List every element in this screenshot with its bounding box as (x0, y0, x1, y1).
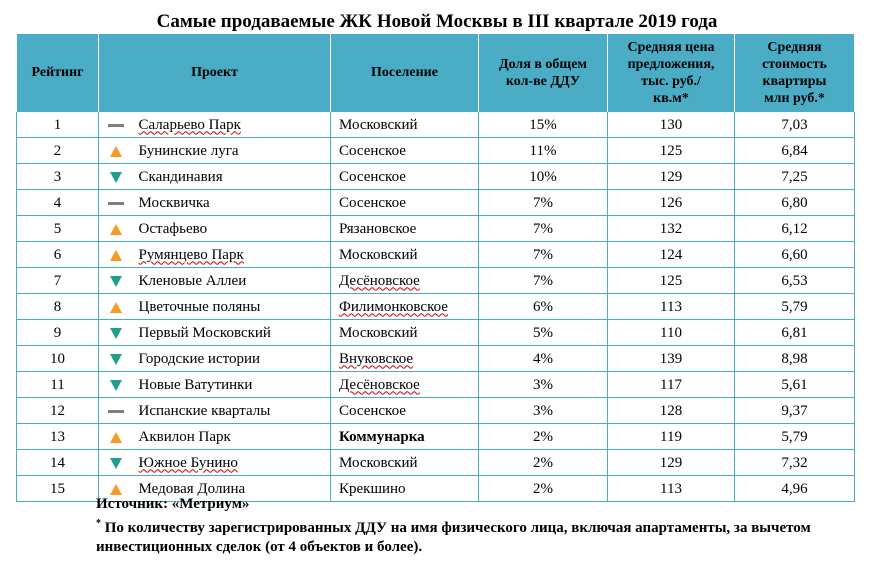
cost-cell (735, 242, 855, 268)
trend-up-icon (110, 432, 122, 443)
project-cell-text: Новые Ватутинки (138, 376, 253, 393)
settlement-cell-text: Сосенское (339, 168, 406, 185)
settlement-cell (331, 476, 479, 502)
trend-flat-icon (108, 124, 124, 127)
share-cell-text: 2% (533, 480, 553, 497)
header-share-line: Доля в общем (498, 56, 587, 72)
cost-cell (735, 476, 855, 502)
project-cell (133, 216, 331, 242)
price-cell-text: 124 (659, 246, 683, 263)
cost-cell-text: 6,81 (781, 324, 808, 341)
price-cell (608, 372, 735, 398)
cost-cell-text: 7,32 (781, 454, 808, 471)
share-cell (479, 190, 608, 216)
table-title: Самые продаваемые ЖК Новой Москвы в III квартале 2019 года (156, 11, 718, 32)
footnote-mark: * (96, 518, 101, 529)
share-cell (479, 112, 608, 138)
cost-cell (735, 112, 855, 138)
header-share-line: кол-ве ДДУ (505, 73, 581, 89)
table-row (17, 450, 855, 476)
header-settlement: Поселение (331, 34, 479, 112)
rank-cell (17, 138, 99, 164)
footnote (96, 514, 836, 557)
cost-cell-text: 6,53 (781, 272, 808, 289)
trend-down-icon (110, 354, 122, 365)
share-cell-text: 11% (529, 142, 557, 159)
table-row (17, 138, 855, 164)
trend-cell (99, 138, 133, 164)
price-cell (608, 216, 735, 242)
rank-cell-text: 2 (53, 142, 62, 159)
settlement-cell-text: Московский (339, 246, 418, 263)
cost-cell (735, 164, 855, 190)
table-row (17, 346, 855, 372)
trend-up-icon (110, 146, 122, 157)
price-cell-text: 117 (660, 376, 682, 393)
settlement-cell-text: Крекшино (339, 480, 406, 497)
share-cell-text: 7% (533, 272, 553, 289)
settlement-cell-text: Рязановское (339, 220, 417, 237)
settlement-cell (331, 346, 479, 372)
share-cell (479, 294, 608, 320)
settlement-cell-text: Внуковское (339, 350, 414, 367)
settlement-cell-text: Московский (339, 116, 418, 133)
project-cell-text: Кленовые Аллеи (138, 272, 247, 289)
cost-cell (735, 450, 855, 476)
settlement-cell (331, 216, 479, 242)
share-cell (479, 268, 608, 294)
share-cell (479, 424, 608, 450)
project-cell-text: Бунинские луга (138, 142, 239, 159)
cost-cell (735, 398, 855, 424)
rank-cell (17, 294, 99, 320)
table-row (17, 372, 855, 398)
header-cost-line: квартиры (762, 73, 827, 89)
share-cell-text: 4% (533, 350, 553, 367)
settlement-cell-text: Десёновское (339, 272, 420, 289)
settlement-cell (331, 450, 479, 476)
table-body (17, 112, 855, 502)
settlement-cell-text: Сосенское (339, 194, 406, 211)
project-cell-text: Южное Бунино (138, 454, 238, 471)
share-cell (479, 164, 608, 190)
trend-cell (99, 398, 133, 424)
cost-cell (735, 320, 855, 346)
header-share (479, 34, 608, 112)
cost-cell (735, 346, 855, 372)
rank-cell-text: 12 (50, 402, 65, 419)
project-cell-text: Городские истории (138, 350, 261, 367)
project-cell (133, 242, 331, 268)
header-price-line: предложения, (627, 56, 715, 72)
header-cost-line: Средняя (767, 39, 822, 55)
cost-cell-text: 7,25 (781, 168, 808, 185)
trend-cell (99, 346, 133, 372)
trend-cell (99, 294, 133, 320)
rank-cell-text: 15 (50, 480, 65, 497)
header-cost-line: млн руб.* (764, 90, 825, 106)
cost-cell-text: 6,84 (781, 142, 808, 159)
share-cell-text: 2% (533, 428, 553, 445)
settlement-cell-text: Коммунарка (339, 428, 425, 445)
rank-cell-text: 6 (53, 246, 62, 263)
cost-cell-text: 7,03 (781, 116, 808, 133)
project-cell (133, 320, 331, 346)
share-cell-text: 3% (533, 376, 553, 393)
trend-up-icon (110, 302, 122, 313)
table-row (17, 242, 855, 268)
header-price-line: Средняя цена (627, 39, 715, 55)
price-cell-text: 129 (659, 454, 683, 471)
rank-cell-text: 13 (50, 428, 65, 445)
table-row (17, 190, 855, 216)
share-cell-text: 7% (533, 220, 553, 237)
trend-up-icon (110, 224, 122, 235)
share-cell (479, 320, 608, 346)
price-cell (608, 476, 735, 502)
price-cell (608, 398, 735, 424)
rank-cell (17, 476, 99, 502)
cost-cell (735, 372, 855, 398)
settlement-cell (331, 112, 479, 138)
trend-up-icon (110, 250, 122, 261)
share-cell-text: 6% (533, 298, 553, 315)
settlement-cell (331, 268, 479, 294)
share-cell (479, 450, 608, 476)
trend-cell (99, 216, 133, 242)
table-row (17, 216, 855, 242)
project-cell-text: Аквилон Парк (138, 428, 231, 445)
price-cell (608, 242, 735, 268)
project-cell-text: Первый Московский (138, 324, 271, 341)
project-cell-text: Медовая Долина (138, 480, 246, 497)
price-cell (608, 138, 735, 164)
header-rank: Рейтинг (17, 34, 99, 112)
trend-cell (99, 190, 133, 216)
price-cell-text: 130 (659, 116, 683, 133)
cost-cell (735, 294, 855, 320)
rank-cell (17, 268, 99, 294)
settlement-cell-text: Московский (339, 324, 418, 341)
project-cell (133, 398, 331, 424)
price-cell (608, 294, 735, 320)
cost-cell (735, 138, 855, 164)
price-cell-text: 128 (659, 402, 683, 419)
share-cell-text: 15% (529, 116, 557, 133)
table-row (17, 398, 855, 424)
cost-cell-text: 9,37 (781, 402, 808, 419)
rank-cell (17, 164, 99, 190)
project-cell-text: Москвичка (138, 194, 210, 211)
trend-cell (99, 112, 133, 138)
rank-cell (17, 320, 99, 346)
trend-cell (99, 372, 133, 398)
price-cell (608, 164, 735, 190)
rank-cell-text: 3 (53, 168, 62, 185)
trend-down-icon (110, 172, 122, 183)
trend-up-icon (110, 484, 122, 495)
cost-cell-text: 5,79 (781, 298, 808, 315)
rank-cell (17, 372, 99, 398)
share-cell-text: 10% (529, 168, 557, 185)
rank-cell-text: 4 (53, 194, 62, 211)
settlement-cell-text: Сосенское (339, 142, 406, 159)
table-row (17, 294, 855, 320)
rank-cell-text: 8 (53, 298, 62, 315)
cost-cell-text: 5,61 (781, 376, 808, 393)
footnote-text: По количеству зарегистрированных ДДУ на имя физического лица, включая апартаменты, за вычетом инвестиционных сделок (от 4 объектов и более). (96, 520, 811, 555)
rank-cell (17, 242, 99, 268)
rank-cell (17, 216, 99, 242)
cost-cell-text: 5,79 (781, 428, 808, 445)
price-cell (608, 190, 735, 216)
share-cell-text: 7% (533, 246, 553, 263)
rank-cell-text: 5 (53, 220, 62, 237)
header-price-line: кв.м* (653, 90, 689, 106)
header-price-line: тыс. руб./ (641, 73, 701, 89)
share-cell (479, 216, 608, 242)
project-cell-text: Остафьево (138, 220, 208, 237)
settlement-cell-text: Филимонковское (339, 298, 448, 315)
cost-cell-text: 6,80 (781, 194, 808, 211)
price-cell-text: 125 (659, 272, 683, 289)
settlement-cell (331, 138, 479, 164)
cost-cell (735, 190, 855, 216)
price-cell-text: 139 (659, 350, 683, 367)
cost-cell-text: 4,96 (781, 480, 808, 497)
settlement-cell-text: Десёновское (339, 376, 420, 393)
header-project: Проект (99, 34, 331, 112)
cost-cell-text: 6,12 (781, 220, 808, 237)
price-cell-text: 129 (659, 168, 683, 185)
header-cost-line: стоимость (762, 56, 827, 72)
trend-down-icon (110, 276, 122, 287)
settlement-cell (331, 320, 479, 346)
price-cell (608, 346, 735, 372)
rank-cell-text: 1 (53, 116, 62, 133)
source-note: Источник: «Метриум» (96, 496, 250, 512)
trend-down-icon (110, 328, 122, 339)
share-cell-text: 3% (533, 402, 553, 419)
cost-cell (735, 424, 855, 450)
project-cell (133, 424, 331, 450)
project-cell-text: Скандинавия (138, 168, 223, 185)
project-cell (133, 190, 331, 216)
table-row (17, 268, 855, 294)
share-cell-text: 5% (533, 324, 553, 341)
share-cell (479, 346, 608, 372)
trend-down-icon (110, 458, 122, 469)
trend-cell (99, 320, 133, 346)
share-cell (479, 476, 608, 502)
rank-cell (17, 346, 99, 372)
rank-cell (17, 424, 99, 450)
table-row (17, 424, 855, 450)
rating-table (16, 34, 855, 502)
trend-down-icon (110, 380, 122, 391)
settlement-cell-text: Сосенское (339, 402, 406, 419)
project-cell (133, 372, 331, 398)
settlement-cell (331, 190, 479, 216)
rank-cell (17, 190, 99, 216)
cost-cell (735, 216, 855, 242)
trend-cell (99, 450, 133, 476)
share-cell (479, 138, 608, 164)
rank-cell (17, 450, 99, 476)
cost-cell-text: 6,60 (781, 246, 808, 263)
project-cell (133, 164, 331, 190)
rank-cell-text: 9 (53, 324, 62, 341)
project-cell (133, 112, 331, 138)
table-row (17, 320, 855, 346)
table-row (17, 112, 855, 138)
price-cell-text: 119 (660, 428, 682, 445)
header-cost (735, 34, 855, 112)
settlement-cell (331, 242, 479, 268)
project-cell (133, 138, 331, 164)
project-cell-text: Испанские кварталы (138, 402, 271, 419)
trend-cell (99, 164, 133, 190)
price-cell (608, 112, 735, 138)
price-cell-text: 125 (659, 142, 683, 159)
cost-cell-text: 8,98 (781, 350, 808, 367)
share-cell-text: 7% (533, 194, 553, 211)
price-cell-text: 113 (660, 480, 682, 497)
share-cell (479, 372, 608, 398)
project-cell (133, 268, 331, 294)
trend-cell (99, 242, 133, 268)
price-cell (608, 424, 735, 450)
project-cell-text: Саларьево Парк (138, 116, 241, 133)
settlement-cell (331, 424, 479, 450)
project-cell (133, 294, 331, 320)
rank-cell-text: 7 (53, 272, 62, 289)
share-cell (479, 398, 608, 424)
rank-cell-text: 11 (50, 376, 65, 393)
price-cell-text: 126 (659, 194, 683, 211)
price-cell (608, 268, 735, 294)
header-row (17, 34, 855, 112)
price-cell (608, 320, 735, 346)
price-cell-text: 113 (660, 298, 682, 315)
share-cell-text: 2% (533, 454, 553, 471)
settlement-cell-text: Московский (339, 454, 418, 471)
header-price (608, 34, 735, 112)
cost-cell (735, 268, 855, 294)
trend-flat-icon (108, 410, 124, 413)
settlement-cell (331, 372, 479, 398)
share-cell (479, 242, 608, 268)
price-cell-text: 110 (660, 324, 682, 341)
project-cell (133, 346, 331, 372)
rank-cell (17, 398, 99, 424)
project-cell-text: Цветочные поляны (138, 298, 261, 315)
trend-cell (99, 424, 133, 450)
price-cell-text: 132 (659, 220, 683, 237)
price-cell (608, 450, 735, 476)
settlement-cell (331, 164, 479, 190)
table-row (17, 164, 855, 190)
settlement-cell (331, 398, 479, 424)
rank-cell-text: 10 (50, 350, 65, 367)
trend-flat-icon (108, 202, 124, 205)
settlement-cell (331, 294, 479, 320)
rank-cell (17, 112, 99, 138)
project-cell (133, 450, 331, 476)
project-cell-text: Румянцево Парк (138, 246, 244, 263)
rank-cell-text: 14 (50, 454, 65, 471)
trend-cell (99, 268, 133, 294)
